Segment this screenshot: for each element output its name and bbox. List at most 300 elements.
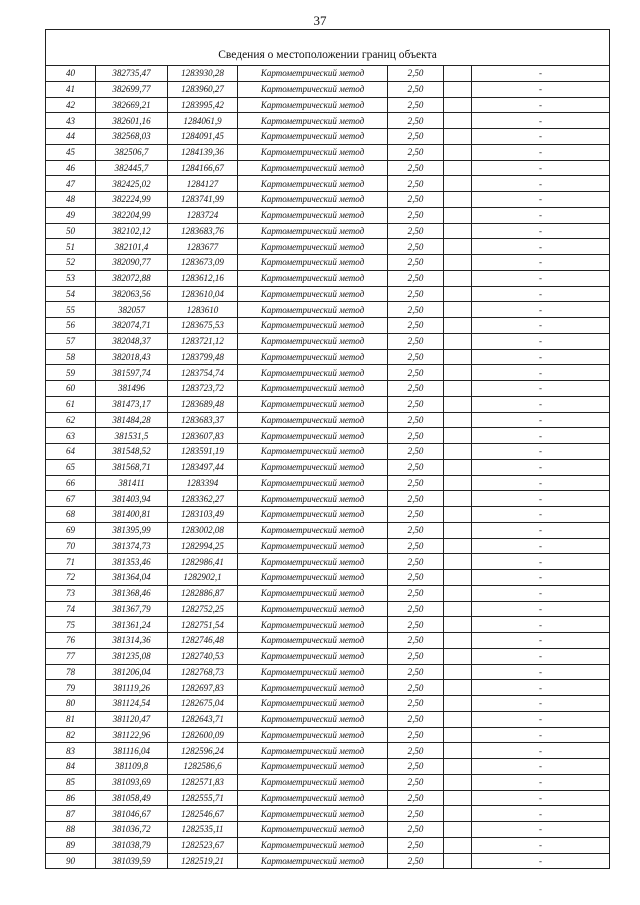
x-coordinate-cell: 382735,47 xyxy=(96,66,168,82)
table-row xyxy=(46,759,610,775)
accuracy-cell: 2,50 xyxy=(388,743,444,759)
empty-cell xyxy=(444,318,472,334)
method-cell: Картометрический метод xyxy=(238,554,388,570)
table-row xyxy=(46,97,610,113)
x-coordinate-cell: 381531,5 xyxy=(96,428,168,444)
description-cell: - xyxy=(472,601,610,617)
method-cell: Картометрический метод xyxy=(238,633,388,649)
accuracy-cell: 2,50 xyxy=(388,680,444,696)
x-coordinate-cell: 381597,74 xyxy=(96,365,168,381)
method-cell: Картометрический метод xyxy=(238,570,388,586)
x-coordinate-cell: 382074,71 xyxy=(96,318,168,334)
x-coordinate-cell: 381411 xyxy=(96,475,168,491)
x-coordinate-cell: 382057 xyxy=(96,302,168,318)
point-number-cell: 45 xyxy=(46,144,96,160)
x-coordinate-cell: 381039,59 xyxy=(96,853,168,869)
y-coordinate-cell: 1283724 xyxy=(168,207,238,223)
point-number-cell: 84 xyxy=(46,759,96,775)
y-coordinate-cell: 1282751,54 xyxy=(168,617,238,633)
description-cell: - xyxy=(472,428,610,444)
method-cell: Картометрический метод xyxy=(238,601,388,617)
table-row xyxy=(46,507,610,523)
description-cell: - xyxy=(472,538,610,554)
y-coordinate-cell: 1283002,08 xyxy=(168,522,238,538)
method-cell: Картометрический метод xyxy=(238,507,388,523)
accuracy-cell: 2,50 xyxy=(388,302,444,318)
point-number-cell: 76 xyxy=(46,633,96,649)
empty-cell xyxy=(444,696,472,712)
accuracy-cell: 2,50 xyxy=(388,428,444,444)
x-coordinate-cell: 382601,16 xyxy=(96,113,168,129)
point-number-cell: 86 xyxy=(46,790,96,806)
accuracy-cell: 2,50 xyxy=(388,349,444,365)
method-cell: Картометрический метод xyxy=(238,302,388,318)
table-row xyxy=(46,727,610,743)
y-coordinate-cell: 1283930,28 xyxy=(168,66,238,82)
empty-cell xyxy=(444,255,472,271)
accuracy-cell: 2,50 xyxy=(388,412,444,428)
method-cell: Картометрический метод xyxy=(238,459,388,475)
method-cell: Картометрический метод xyxy=(238,853,388,869)
y-coordinate-cell: 1283673,09 xyxy=(168,255,238,271)
method-cell: Картометрический метод xyxy=(238,790,388,806)
y-coordinate-cell: 1282752,25 xyxy=(168,601,238,617)
empty-cell xyxy=(444,475,472,491)
table-row xyxy=(46,475,610,491)
accuracy-cell: 2,50 xyxy=(388,774,444,790)
table-row xyxy=(46,176,610,192)
point-number-cell: 40 xyxy=(46,66,96,82)
empty-cell xyxy=(444,66,472,82)
description-cell: - xyxy=(472,759,610,775)
empty-cell xyxy=(444,81,472,97)
accuracy-cell: 2,50 xyxy=(388,538,444,554)
method-cell: Картометрический метод xyxy=(238,680,388,696)
y-coordinate-cell: 1282902,1 xyxy=(168,570,238,586)
method-cell: Картометрический метод xyxy=(238,806,388,822)
description-cell: - xyxy=(472,207,610,223)
table-row xyxy=(46,144,610,160)
accuracy-cell: 2,50 xyxy=(388,270,444,286)
description-cell: - xyxy=(472,444,610,460)
accuracy-cell: 2,50 xyxy=(388,648,444,664)
point-number-cell: 56 xyxy=(46,318,96,334)
point-number-cell: 79 xyxy=(46,680,96,696)
table-row xyxy=(46,302,610,318)
point-number-cell: 47 xyxy=(46,176,96,192)
empty-cell xyxy=(444,806,472,822)
point-number-cell: 62 xyxy=(46,412,96,428)
table-row xyxy=(46,790,610,806)
method-cell: Картометрический метод xyxy=(238,255,388,271)
x-coordinate-cell: 382224,99 xyxy=(96,192,168,208)
description-cell: - xyxy=(472,223,610,239)
empty-cell xyxy=(444,648,472,664)
description-cell: - xyxy=(472,617,610,633)
x-coordinate-cell: 381093,69 xyxy=(96,774,168,790)
table-row xyxy=(46,270,610,286)
point-number-cell: 70 xyxy=(46,538,96,554)
x-coordinate-cell: 382101,4 xyxy=(96,239,168,255)
empty-cell xyxy=(444,585,472,601)
x-coordinate-cell: 381122,96 xyxy=(96,727,168,743)
accuracy-cell: 2,50 xyxy=(388,318,444,334)
description-cell: - xyxy=(472,270,610,286)
empty-cell xyxy=(444,664,472,680)
description-cell: - xyxy=(472,113,610,129)
table-row xyxy=(46,633,610,649)
table-row xyxy=(46,743,610,759)
description-cell: - xyxy=(472,396,610,412)
description-cell: - xyxy=(472,255,610,271)
point-number-cell: 68 xyxy=(46,507,96,523)
y-coordinate-cell: 1282546,67 xyxy=(168,806,238,822)
x-coordinate-cell: 381473,17 xyxy=(96,396,168,412)
method-cell: Картометрический метод xyxy=(238,333,388,349)
accuracy-cell: 2,50 xyxy=(388,711,444,727)
x-coordinate-cell: 381124,54 xyxy=(96,696,168,712)
accuracy-cell: 2,50 xyxy=(388,255,444,271)
accuracy-cell: 2,50 xyxy=(388,239,444,255)
accuracy-cell: 2,50 xyxy=(388,837,444,853)
description-cell: - xyxy=(472,381,610,397)
description-cell: - xyxy=(472,97,610,113)
y-coordinate-cell: 1283960,27 xyxy=(168,81,238,97)
method-cell: Картометрический метод xyxy=(238,711,388,727)
accuracy-cell: 2,50 xyxy=(388,790,444,806)
x-coordinate-cell: 382445,7 xyxy=(96,160,168,176)
table-row xyxy=(46,239,610,255)
description-cell: - xyxy=(472,459,610,475)
accuracy-cell: 2,50 xyxy=(388,522,444,538)
accuracy-cell: 2,50 xyxy=(388,759,444,775)
empty-cell xyxy=(444,444,472,460)
table-title-cell xyxy=(46,30,610,66)
method-cell: Картометрический метод xyxy=(238,837,388,853)
method-cell: Картометрический метод xyxy=(238,286,388,302)
point-number-cell: 87 xyxy=(46,806,96,822)
accuracy-cell: 2,50 xyxy=(388,396,444,412)
y-coordinate-cell: 1282675,04 xyxy=(168,696,238,712)
table-row xyxy=(46,381,610,397)
point-number-cell: 89 xyxy=(46,837,96,853)
description-cell: - xyxy=(472,286,610,302)
method-cell: Картометрический метод xyxy=(238,160,388,176)
point-number-cell: 57 xyxy=(46,333,96,349)
point-number-cell: 52 xyxy=(46,255,96,271)
accuracy-cell: 2,50 xyxy=(388,507,444,523)
method-cell: Картометрический метод xyxy=(238,538,388,554)
table-row xyxy=(46,207,610,223)
description-cell: - xyxy=(472,239,610,255)
point-number-cell: 69 xyxy=(46,522,96,538)
x-coordinate-cell: 381484,28 xyxy=(96,412,168,428)
x-coordinate-cell: 381374,73 xyxy=(96,538,168,554)
x-coordinate-cell: 381403,94 xyxy=(96,491,168,507)
y-coordinate-cell: 1283591,19 xyxy=(168,444,238,460)
accuracy-cell: 2,50 xyxy=(388,806,444,822)
point-number-cell: 90 xyxy=(46,853,96,869)
y-coordinate-cell: 1284139,36 xyxy=(168,144,238,160)
empty-cell xyxy=(444,680,472,696)
table-row xyxy=(46,538,610,554)
point-number-cell: 85 xyxy=(46,774,96,790)
description-cell: - xyxy=(472,318,610,334)
accuracy-cell: 2,50 xyxy=(388,160,444,176)
description-cell: - xyxy=(472,365,610,381)
accuracy-cell: 2,50 xyxy=(388,633,444,649)
table-row xyxy=(46,774,610,790)
x-coordinate-cell: 381361,24 xyxy=(96,617,168,633)
empty-cell xyxy=(444,507,472,523)
y-coordinate-cell: 1282643,71 xyxy=(168,711,238,727)
table-row xyxy=(46,837,610,853)
method-cell: Картометрический метод xyxy=(238,192,388,208)
empty-cell xyxy=(444,396,472,412)
description-cell: - xyxy=(472,696,610,712)
point-number-cell: 43 xyxy=(46,113,96,129)
method-cell: Картометрический метод xyxy=(238,822,388,838)
table-row xyxy=(46,648,610,664)
method-cell: Картометрический метод xyxy=(238,491,388,507)
empty-cell xyxy=(444,270,472,286)
table-body xyxy=(46,30,610,869)
method-cell: Картометрический метод xyxy=(238,743,388,759)
y-coordinate-cell: 1283741,99 xyxy=(168,192,238,208)
empty-cell xyxy=(444,97,472,113)
x-coordinate-cell: 381235,08 xyxy=(96,648,168,664)
empty-cell xyxy=(444,743,472,759)
accuracy-cell: 2,50 xyxy=(388,554,444,570)
point-number-cell: 55 xyxy=(46,302,96,318)
description-cell: - xyxy=(472,554,610,570)
point-number-cell: 81 xyxy=(46,711,96,727)
point-number-cell: 51 xyxy=(46,239,96,255)
y-coordinate-cell: 1283721,12 xyxy=(168,333,238,349)
description-cell: - xyxy=(472,192,610,208)
x-coordinate-cell: 381120,47 xyxy=(96,711,168,727)
point-number-cell: 54 xyxy=(46,286,96,302)
accuracy-cell: 2,50 xyxy=(388,144,444,160)
accuracy-cell: 2,50 xyxy=(388,585,444,601)
description-cell: - xyxy=(472,507,610,523)
page-number: 37 xyxy=(313,13,327,28)
description-cell: - xyxy=(472,648,610,664)
table-row xyxy=(46,318,610,334)
method-cell: Картометрический метод xyxy=(238,81,388,97)
table-row xyxy=(46,664,610,680)
x-coordinate-cell: 382506,7 xyxy=(96,144,168,160)
empty-cell xyxy=(444,333,472,349)
table-row xyxy=(46,333,610,349)
y-coordinate-cell: 1282768,73 xyxy=(168,664,238,680)
y-coordinate-cell: 1282600,09 xyxy=(168,727,238,743)
description-cell: - xyxy=(472,774,610,790)
empty-cell xyxy=(444,412,472,428)
x-coordinate-cell: 381206,04 xyxy=(96,664,168,680)
empty-cell xyxy=(444,160,472,176)
y-coordinate-cell: 1282555,71 xyxy=(168,790,238,806)
x-coordinate-cell: 382048,37 xyxy=(96,333,168,349)
accuracy-cell: 2,50 xyxy=(388,333,444,349)
method-cell: Картометрический метод xyxy=(238,428,388,444)
empty-cell xyxy=(444,822,472,838)
empty-cell xyxy=(444,365,472,381)
y-coordinate-cell: 1283362,27 xyxy=(168,491,238,507)
method-cell: Картометрический метод xyxy=(238,759,388,775)
y-coordinate-cell: 1282571,83 xyxy=(168,774,238,790)
point-number-cell: 50 xyxy=(46,223,96,239)
y-coordinate-cell: 1284166,67 xyxy=(168,160,238,176)
table-row xyxy=(46,459,610,475)
point-number-cell: 71 xyxy=(46,554,96,570)
method-cell: Картометрический метод xyxy=(238,129,388,145)
table-row xyxy=(46,255,610,271)
description-cell: - xyxy=(472,727,610,743)
table-row xyxy=(46,711,610,727)
point-number-cell: 48 xyxy=(46,192,96,208)
accuracy-cell: 2,50 xyxy=(388,822,444,838)
table-row xyxy=(46,412,610,428)
accuracy-cell: 2,50 xyxy=(388,66,444,82)
empty-cell xyxy=(444,207,472,223)
description-cell: - xyxy=(472,349,610,365)
y-coordinate-cell: 1282986,41 xyxy=(168,554,238,570)
point-number-cell: 60 xyxy=(46,381,96,397)
point-number-cell: 65 xyxy=(46,459,96,475)
table-row xyxy=(46,365,610,381)
accuracy-cell: 2,50 xyxy=(388,81,444,97)
y-coordinate-cell: 1282519,21 xyxy=(168,853,238,869)
table-row xyxy=(46,570,610,586)
accuracy-cell: 2,50 xyxy=(388,365,444,381)
empty-cell xyxy=(444,302,472,318)
description-cell: - xyxy=(472,475,610,491)
y-coordinate-cell: 1283675,53 xyxy=(168,318,238,334)
y-coordinate-cell: 1282886,87 xyxy=(168,585,238,601)
method-cell: Картометрический метод xyxy=(238,696,388,712)
description-cell: - xyxy=(472,743,610,759)
point-number-cell: 88 xyxy=(46,822,96,838)
method-cell: Картометрический метод xyxy=(238,176,388,192)
empty-cell xyxy=(444,428,472,444)
description-cell: - xyxy=(472,176,610,192)
empty-cell xyxy=(444,522,472,538)
description-cell: - xyxy=(472,853,610,869)
table-row xyxy=(46,428,610,444)
y-coordinate-cell: 1284091,45 xyxy=(168,129,238,145)
empty-cell xyxy=(444,790,472,806)
point-number-cell: 83 xyxy=(46,743,96,759)
method-cell: Картометрический метод xyxy=(238,664,388,680)
accuracy-cell: 2,50 xyxy=(388,176,444,192)
empty-cell xyxy=(444,459,472,475)
accuracy-cell: 2,50 xyxy=(388,664,444,680)
empty-cell xyxy=(444,129,472,145)
point-number-cell: 61 xyxy=(46,396,96,412)
accuracy-cell: 2,50 xyxy=(388,223,444,239)
table-row xyxy=(46,696,610,712)
y-coordinate-cell: 1282523,67 xyxy=(168,837,238,853)
point-number-cell: 77 xyxy=(46,648,96,664)
x-coordinate-cell: 381119,26 xyxy=(96,680,168,696)
empty-cell xyxy=(444,381,472,397)
table-row xyxy=(46,585,610,601)
empty-cell xyxy=(444,633,472,649)
point-number-cell: 66 xyxy=(46,475,96,491)
accuracy-cell: 2,50 xyxy=(388,601,444,617)
description-cell: - xyxy=(472,302,610,318)
empty-cell xyxy=(444,759,472,775)
y-coordinate-cell: 1283610,04 xyxy=(168,286,238,302)
x-coordinate-cell: 381314,36 xyxy=(96,633,168,649)
empty-cell xyxy=(444,727,472,743)
description-cell: - xyxy=(472,66,610,82)
table-title: Сведения о местоположении границ объекта xyxy=(218,49,437,61)
point-number-cell: 78 xyxy=(46,664,96,680)
table-row xyxy=(46,601,610,617)
table-row xyxy=(46,113,610,129)
x-coordinate-cell: 382063,56 xyxy=(96,286,168,302)
y-coordinate-cell: 1283610 xyxy=(168,302,238,318)
x-coordinate-cell: 381568,71 xyxy=(96,459,168,475)
description-cell: - xyxy=(472,585,610,601)
x-coordinate-cell: 381046,67 xyxy=(96,806,168,822)
empty-cell xyxy=(444,538,472,554)
point-number-cell: 74 xyxy=(46,601,96,617)
method-cell: Картометрический метод xyxy=(238,318,388,334)
x-coordinate-cell: 381368,46 xyxy=(96,585,168,601)
description-cell: - xyxy=(472,822,610,838)
description-cell: - xyxy=(472,570,610,586)
method-cell: Картометрический метод xyxy=(238,97,388,113)
method-cell: Картометрический метод xyxy=(238,617,388,633)
description-cell: - xyxy=(472,837,610,853)
method-cell: Картометрический метод xyxy=(238,585,388,601)
accuracy-cell: 2,50 xyxy=(388,129,444,145)
x-coordinate-cell: 381364,04 xyxy=(96,570,168,586)
y-coordinate-cell: 1284127 xyxy=(168,176,238,192)
accuracy-cell: 2,50 xyxy=(388,475,444,491)
y-coordinate-cell: 1282596,24 xyxy=(168,743,238,759)
table-row xyxy=(46,129,610,145)
table-title-row xyxy=(46,30,610,66)
x-coordinate-cell: 381400,81 xyxy=(96,507,168,523)
description-cell: - xyxy=(472,680,610,696)
description-cell: - xyxy=(472,491,610,507)
table-row xyxy=(46,806,610,822)
empty-cell xyxy=(444,601,472,617)
point-number-cell: 44 xyxy=(46,129,96,145)
point-number-cell: 82 xyxy=(46,727,96,743)
method-cell: Картометрический метод xyxy=(238,396,388,412)
table-row xyxy=(46,522,610,538)
x-coordinate-cell: 381548,52 xyxy=(96,444,168,460)
empty-cell xyxy=(444,349,472,365)
accuracy-cell: 2,50 xyxy=(388,192,444,208)
method-cell: Картометрический метод xyxy=(238,113,388,129)
description-cell: - xyxy=(472,522,610,538)
y-coordinate-cell: 1283995,42 xyxy=(168,97,238,113)
accuracy-cell: 2,50 xyxy=(388,207,444,223)
y-coordinate-cell: 1282740,53 xyxy=(168,648,238,664)
accuracy-cell: 2,50 xyxy=(388,97,444,113)
x-coordinate-cell: 381116,04 xyxy=(96,743,168,759)
empty-cell xyxy=(444,774,472,790)
x-coordinate-cell: 382669,21 xyxy=(96,97,168,113)
method-cell: Картометрический метод xyxy=(238,207,388,223)
method-cell: Картометрический метод xyxy=(238,522,388,538)
